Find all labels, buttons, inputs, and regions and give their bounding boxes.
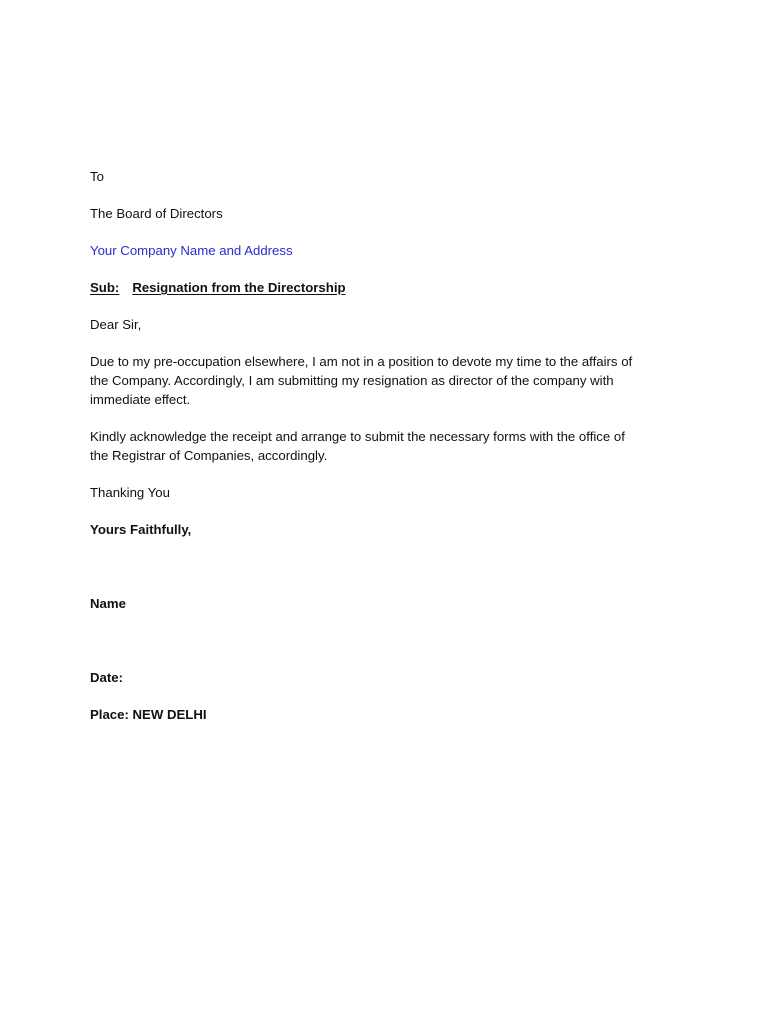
place-label: Place: NEW DELHI [90,707,207,722]
paragraph-1-line-3: immediate effect. [90,392,191,407]
body-paragraph-2 [90,427,680,465]
paragraph-2-line-2: the Registrar of Companies, accordingly. [90,448,328,463]
subject-text: Resignation from the Directorship [132,280,346,295]
to-line: To [90,169,104,184]
body-paragraph-1 [90,352,680,409]
company-placeholder: Your Company Name and Address [90,243,293,258]
paragraph-2-line-1: Kindly acknowledge the receipt and arrange to submit the necessary forms with the office of [90,429,625,444]
recipient-line: The Board of Directors [90,206,223,221]
subject-label: Sub: [90,280,120,295]
paragraph-1-line-1: Due to my pre-occupation elsewhere, I am not in a position to devote my time to the affairs of [90,354,633,369]
subject-line [90,278,346,297]
thanks-line: Thanking You [90,485,170,500]
name-label: Name [90,596,126,611]
closing-line: Yours Faithfully, [90,522,192,537]
greeting: Dear Sir, [90,317,142,332]
date-label: Date: [90,670,123,685]
paragraph-1-line-2: the Company. Accordingly, I am submitting my resignation as director of the company with [90,373,614,388]
